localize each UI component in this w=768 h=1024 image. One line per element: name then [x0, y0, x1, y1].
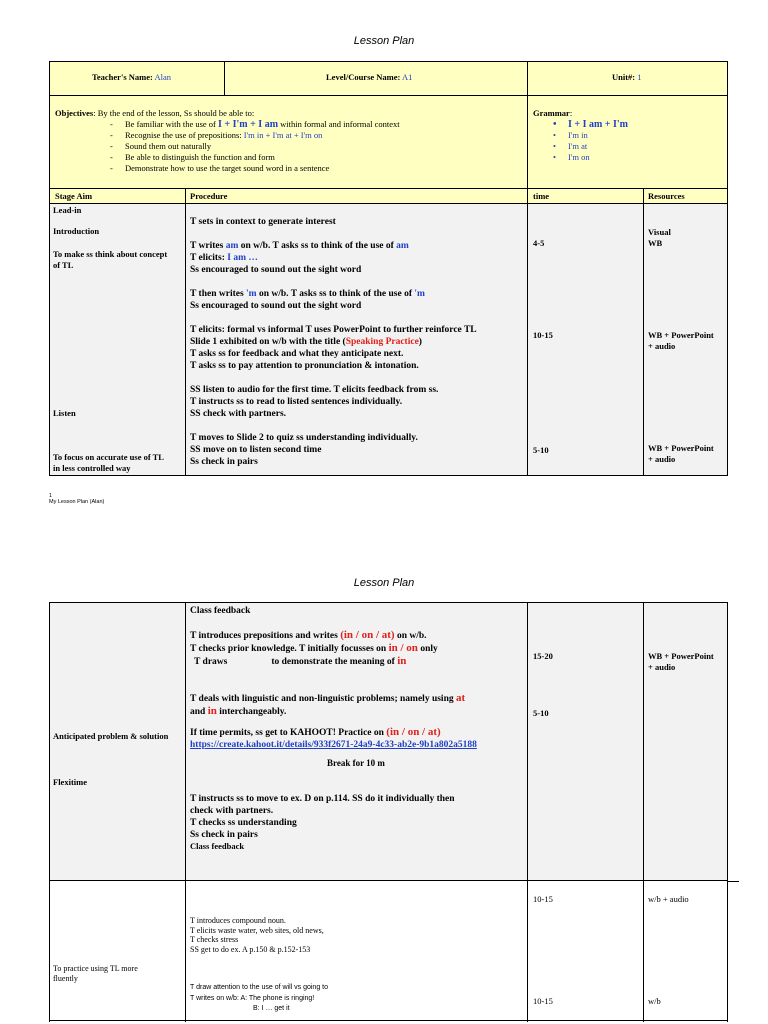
stage-concept: To make ss think about concept of TL	[53, 249, 168, 270]
kahoot-link[interactable]: https://create.kahoot.it/details/933f2671-24a9-4c33-ab2e-9b1a802a5188	[190, 740, 477, 750]
stage-anticipated: Anticipated problem & solution	[53, 731, 169, 741]
procedure-text-3: T introduces compound noun. T elicits waste water, web sites, old news, T checks stress SS get to do ex. A p.150 & p.152-153	[190, 916, 324, 954]
resources-cell: WB + PowerPoint + audio	[648, 443, 714, 464]
grammar-item: • I'm at	[533, 141, 723, 152]
time-cell: 10-15	[533, 894, 553, 904]
col-resources: Resources	[648, 191, 685, 201]
objectives-block: Objectives: By the end of the lesson, Ss should be able to: - Be familiar with the use of I + I'm + I am within formal and informal context - Recognise the use of prepositions: I'm in + I'm at + I'm on - Sound them out naturally - Be able to distinguish the function and form - Demonstrate how to use the target sound word in a sentence	[55, 108, 520, 174]
stage-flexitime: Flexitime	[53, 777, 87, 787]
stage-listen: Listen	[53, 408, 76, 418]
time-cell: 5-10	[533, 445, 549, 455]
grammar-block: Grammar: • I + I am + I'm • I'm in • I'm at • I'm on	[533, 108, 723, 163]
resources-cell: w/b + audio	[648, 894, 689, 904]
stage-focus: To focus on accurate use of TL in less controlled way	[53, 452, 164, 473]
col-stage-aim: Stage Aim	[55, 191, 93, 201]
unit-field: Unit#: 1	[612, 72, 642, 82]
resources-cell: w/b	[648, 996, 661, 1006]
grammar-item: • I'm in	[533, 130, 723, 141]
page-title-2: Lesson Plan	[353, 577, 415, 589]
page-title: Lesson Plan	[353, 35, 415, 47]
procedure-text-4: T draw attention to the use of will vs going to T writes on w/b: A: The phone is ringing! B: I … get it	[190, 984, 329, 1012]
objective-item: - Recognise the use of prepositions: I'm in + I'm at + I'm on	[55, 130, 520, 141]
objective-item: - Be familiar with the use of I + I'm + I am within formal and informal context	[55, 119, 520, 130]
procedure-text: T sets in context to generate interest T writes am on w/b. T asks ss to think of the use of am T elicits: I am … Ss encouraged to sound out the sight word T then writes 'm on w/b. T asks ss to think of the use of 'm Ss encouraged to sound out the sight word T elicits: formal vs informal T uses PowerPoint to further reinforce TL Slide 1 exhibited on w/b with the title (Speaking Practice) T asks ss for feedback and what they anticipate next. T asks ss to pay attention to pronunciation & intonation. SS listen to audio for the first time. T elicits feedback from ss. T instructs ss to read to listed sentences individually. SS check with partners. T moves to Slide 2 to quiz ss understanding individually. SS move on to listen second time Ss check in pairs	[190, 217, 477, 467]
stage-introduction: Introduction	[53, 226, 100, 236]
time-cell: 10-15	[533, 996, 553, 1006]
grammar-item: • I + I am + I'm	[533, 119, 723, 130]
stage-fluency: To practice using TL more fluently	[53, 964, 138, 983]
stage-leadin: Lead-in	[53, 205, 82, 215]
col-procedure: Procedure	[190, 191, 228, 201]
teacher-name-field: Teacher's Name: Alan	[92, 72, 172, 82]
footnote: 1 My Lesson Plan (Alan)	[49, 493, 105, 505]
time-cell: 5-10	[533, 708, 549, 718]
time-cell: 10-15	[533, 330, 553, 340]
grammar-item: • I'm on	[533, 152, 723, 163]
column-header-row	[49, 188, 728, 204]
objective-item: - Be able to distinguish the function and form	[55, 152, 520, 163]
resources-cell: WB + PowerPoint + audio	[648, 330, 714, 351]
objective-item: - Sound them out naturally	[55, 141, 520, 152]
time-cell: 4-5	[533, 238, 545, 248]
objective-item: - Demonstrate how to use the target sound word in a sentence	[55, 163, 520, 174]
col-time: time	[533, 191, 550, 201]
resources-cell: WB + PowerPoint + audio	[648, 651, 714, 672]
time-cell: 15-20	[533, 651, 553, 661]
level-course-field: Level/Course Name: A1	[326, 72, 413, 82]
resources-cell: Visual WB	[648, 227, 671, 248]
procedure-text-2: Class feedback T introduces prepositions and writes (in / on / at) on w/b. T checks prior knowledge. T initially focusses on in / on only T draws to demonstrate the meaning of in T deals with linguistic and non-linguistic problems; namely using at and in interchangeably. If time permits, ss get to KAHOOT! Practice on (in / on / at) https://create.kahoot.it/details/933f2671-24a9-4c33-ab2e-9b1a802a5188 Break for 10 m T instructs ss to move to ex. D on p.114. SS do it individually then check with partners. T checks ss understanding Ss check in pairs Class feedback	[190, 606, 477, 851]
